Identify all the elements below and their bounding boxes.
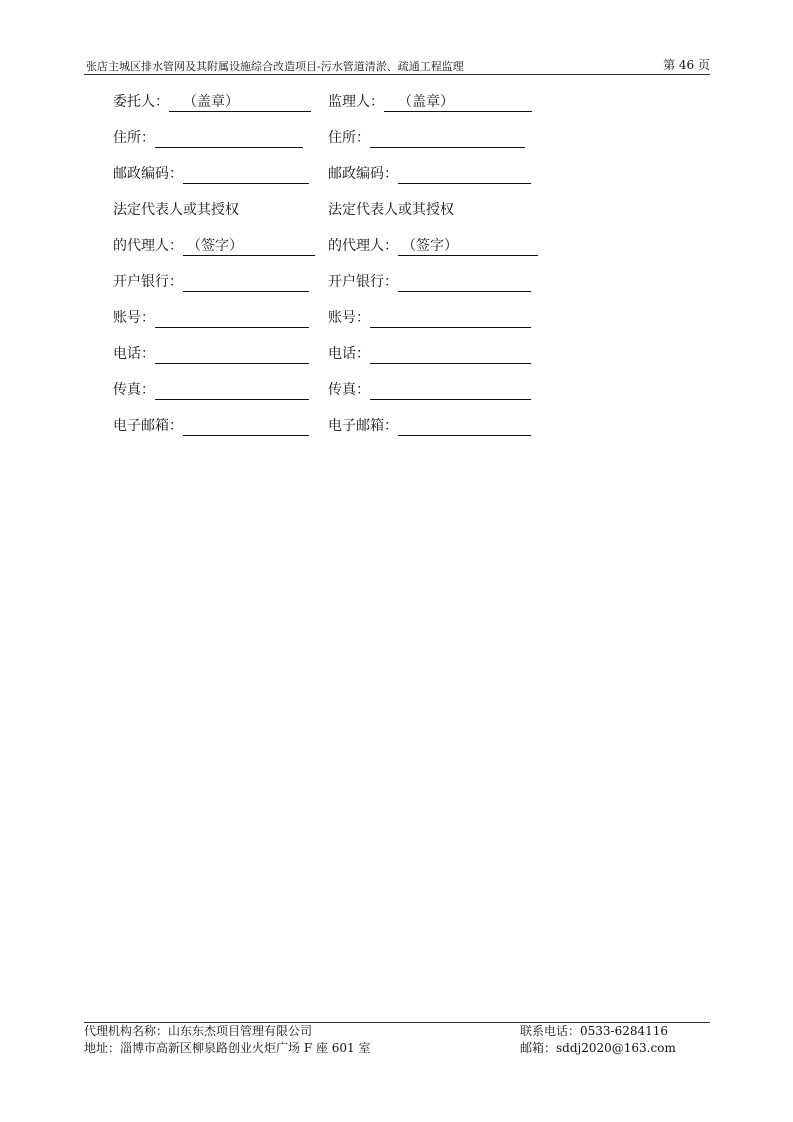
form-row-agent (113, 236, 553, 272)
client-bank-field[interactable] (183, 272, 309, 292)
supervisor-postcode-field[interactable] (398, 164, 531, 184)
client-label: 委托人： (113, 94, 169, 110)
form-row-principal (113, 92, 553, 128)
contact-email: 邮箱：sddj2020@163.com (520, 1041, 676, 1055)
supervisor-bank-field[interactable] (398, 272, 531, 292)
email-label: 电子邮箱： (328, 418, 398, 434)
account-label: 账号： (328, 310, 370, 326)
postcode-label: 邮政编码： (328, 166, 398, 182)
phone-label: 电话： (328, 346, 370, 362)
supervisor-seal-field[interactable] (384, 92, 532, 112)
seal-hint: （盖章） (398, 94, 454, 110)
form-row-postcode (113, 164, 553, 200)
supervisor-email-field[interactable] (398, 416, 531, 436)
legal-rep-label: 法定代表人或其授权 (113, 202, 239, 218)
client-postcode-field[interactable] (183, 164, 309, 184)
supervisor-address-field[interactable] (370, 128, 525, 148)
agent-label: 的代理人： (113, 238, 183, 254)
form-row-bank (113, 272, 553, 308)
supervisor-fax-field[interactable] (370, 380, 531, 400)
supervisor-account-field[interactable] (370, 308, 531, 328)
phone-label: 电话： (113, 346, 155, 362)
form-row-fax (113, 380, 553, 416)
form-row-phone (113, 344, 553, 380)
client-account-field[interactable] (155, 308, 309, 328)
seal-hint: （盖章） (183, 94, 239, 110)
agency-address: 地址：淄博市高新区柳泉路创业火炬广场 F 座 601 室 (84, 1041, 371, 1055)
client-signature-field[interactable] (183, 236, 315, 256)
page-header (84, 56, 710, 75)
client-address-field[interactable] (155, 128, 303, 148)
bank-label: 开户银行： (328, 274, 398, 290)
form-row-legal-rep (113, 200, 553, 236)
legal-rep-label: 法定代表人或其授权 (328, 202, 454, 218)
account-label: 账号： (113, 310, 155, 326)
form-row-email (113, 416, 553, 452)
address-label: 住所： (113, 130, 155, 146)
client-fax-field[interactable] (155, 380, 309, 400)
client-email-field[interactable] (183, 416, 309, 436)
agency-name: 代理机构名称：山东东杰项目管理有限公司 (84, 1024, 313, 1038)
signature-block (113, 92, 553, 452)
signature-hint: （签字） (402, 238, 458, 254)
document-title: 张店主城区排水管网及其附属设施综合改造项目-污水管道清淤、疏通工程监理 (86, 60, 464, 73)
bank-label: 开户银行： (113, 274, 183, 290)
signature-hint: （签字） (187, 238, 243, 254)
supervisor-label: 监理人： (328, 94, 384, 110)
page-number: 第 46 页 (663, 58, 710, 72)
client-phone-field[interactable] (155, 344, 309, 364)
form-row-account (113, 308, 553, 344)
page-footer (84, 1022, 710, 1057)
email-label: 电子邮箱： (113, 418, 183, 434)
postcode-label: 邮政编码： (113, 166, 183, 182)
agent-label: 的代理人： (328, 238, 398, 254)
contact-phone: 联系电话：0533-6284116 (520, 1024, 669, 1038)
fax-label: 传真： (113, 382, 155, 398)
client-seal-field[interactable] (169, 92, 311, 112)
fax-label: 传真： (328, 382, 370, 398)
supervisor-signature-field[interactable] (398, 236, 538, 256)
form-row-address (113, 128, 553, 164)
supervisor-phone-field[interactable] (370, 344, 531, 364)
address-label: 住所： (328, 130, 370, 146)
